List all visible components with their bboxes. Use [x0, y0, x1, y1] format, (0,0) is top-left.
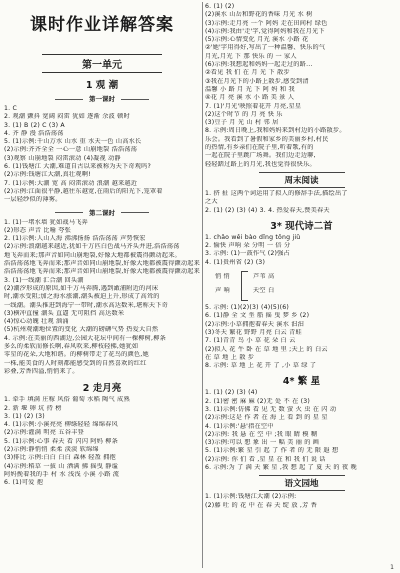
answer-line: 1. (1) (2) (3) (4): [205, 389, 258, 397]
keshi-heading: 第二课时: [4, 208, 200, 217]
answer-line: (3)横冲直撞 潮头 直逼 无可阻挡 高达数米: [4, 309, 125, 317]
answer-line: (2)示例:这是 作 者 在 海 上 看 到 的 星 星: [205, 414, 328, 422]
answer-line: (3)排比 示例:白白 白白 森林 轻盈 拥抱: [4, 454, 116, 462]
poem-word: 芦苇 高: [253, 273, 275, 281]
answer-line: ③我在月光下的小路上散步,感受到清: [205, 77, 309, 85]
answer-line: (5)示例:心情变化 月光 溪水 小路 花: [205, 36, 309, 44]
answer-line: 1. (1)一堵水墙 犹如战马飞奔: [4, 218, 88, 226]
answer-line: ②看见 我 们 在 月 光 下 散步: [205, 69, 290, 77]
answer-line: (3)冬天 繁花 野野 月亮 白云 青蛙: [205, 328, 302, 336]
answer-line: 3. (1)一线潮 汇合潮 回头潮: [4, 276, 84, 284]
answer-line: (4)示例:稻草 一拔 山 洒满 拂 摇曳 静谧: [4, 462, 119, 470]
answer-line: (2)示例: 你 们 看 ,星 星 在 和 我 们 说 话: [205, 455, 326, 463]
answer-line: (2)潮汐形成的原因,如千万马奔腾,遇到澉浦附近的河床: [4, 284, 159, 292]
answer-line: 温馨 小 路 月 光 下 阿 妈 和 我: [205, 85, 295, 93]
answer-block: [4, 105, 200, 205]
answer-line: ②'她'字用得好,写出了一种温馨、快乐的气: [205, 44, 326, 52]
answer-line: 之大: [205, 198, 218, 206]
answer-line: 2. 观潮 颤抖 宽阔 闷雷 犹如 逐渐 余波 顿时: [4, 113, 130, 121]
right-column: [205, 3, 398, 510]
answer-line: 3. (1) B (2) C (3) A: [4, 121, 65, 129]
answer-line: 4. (1)贵州省 (2) (3): [205, 258, 266, 266]
answer-line: (4)示例:我由'走'字,觉得阿妈和我在月光下: [205, 27, 325, 35]
answer-line: (2)示例: 我 悬 在 空 中 ;我 眼 睛 模 糊: [205, 430, 318, 438]
answer-line: (3)示例:走月亮 一个 阿妈 走在田间村 绿色: [205, 19, 328, 27]
page-number: 1: [390, 564, 394, 571]
answer-line: 地飞奔而来;那声音如同山崩地裂,好像大地都被震得颤动起来。: [4, 251, 181, 259]
answer-line: 1. chǎo wěi bào dǐng tǒng jiǔ: [205, 233, 301, 241]
answer-line: 1. 牵手 填满 庄稼 风俗 葡萄 水稻 陶气 成熟: [4, 396, 130, 404]
answer-line: (2)示例:浪潮越来越近,犹如千万匹白色战马齐头并进,浩浩荡荡: [4, 243, 180, 251]
poem-word: 声 响: [215, 287, 230, 295]
answer-block: [205, 304, 398, 370]
answer-line: 在 草 地 上 散 步: [205, 353, 255, 361]
answer-line: ④花 月 亮 溪 水 小 路 美 景 人: [205, 94, 295, 102]
answer-line: (3)示例:可以 想 象 出 一 幅 美 丽 的 画: [205, 439, 320, 447]
answer-line: 乐会。我看到了暑假和家乡的美丽乡村,村民: [205, 135, 329, 143]
answer-line: 彩叠,芳香四溢,悄悄来了。: [4, 367, 79, 375]
answer-line: (3)观察 山崩地裂 闷雷滚动 (4)凝视 动静: [4, 154, 121, 162]
answer-line: (3)豆子 月 光 山 村 邻 居: [205, 119, 279, 127]
answer-line: 2. (1)密 密 麻 麻 (2)无 处 不 在 (3): [205, 397, 310, 405]
poem-brace-diagram: [215, 269, 398, 303]
column-divider: [202, 2, 203, 568]
answer-line: 阿妈挽着我的手 村 水 浅浅 小溪 小路 流: [4, 470, 120, 478]
answer-line: 4. 齐 静 漫 浩浩荡荡: [4, 129, 64, 137]
section-heading: 周末阅读: [205, 172, 398, 188]
answer-line: 7. (1)青青 鸟 小 草 花 朵 白 云: [205, 337, 296, 345]
answer-line: 3. 示例: (1)一鼓作气 (2)强占: [205, 250, 290, 258]
answer-line: (4)惊心动魄 壮观 汹涌: [4, 318, 69, 326]
answer-line: 一线潮。潮头推进到海宁一带时,潮水高达数米,堪称天下奇: [4, 301, 169, 309]
answer-line: (2)这个时节 的 月 亮 快 乐: [205, 110, 283, 118]
answer-line: 一起在院子里跳广场舞。我们边走边聊,: [205, 152, 316, 160]
answer-line: (5)杭州观潮地位置的变化 大潮的磅礴气势 热爱大自然: [4, 326, 159, 334]
left-column: [4, 0, 200, 487]
answer-line: 5. (1)示例:心事 春天 看 闪闪 阿妈 柳条: [4, 437, 118, 445]
answer-block: [205, 190, 398, 215]
answer-block: [4, 219, 200, 377]
answer-line: (2)示例:小草拥抱着春天 溪水 汩汩: [205, 320, 305, 328]
answer-line: 浩浩荡荡地飞奔而来;那声音如同山崩地裂,好像大地都被震得颤动起来: [4, 260, 200, 268]
answer-line: 的热情,有乡亲们在院子里,听着歌,有的: [205, 144, 314, 152]
answer-line: (2)示例:江面很平静,越往东越宽,在雨后的阳光下,笼罩着: [4, 187, 163, 195]
answer-line: (2)拟人 花 牛 卧 在 草 地 里 ;天上 的 白云: [205, 345, 328, 353]
answer-line: 6. (1)钱塘江 大潮,难道自古以来被称为天下奇观吗?: [4, 163, 152, 171]
answer-line: 5. (1)示例:千山万水 山水 重 水天一色 山高水长: [4, 138, 142, 146]
answer-line: (2)形态 声音 比喻 夸张: [4, 226, 71, 234]
answer-line: (2)藤 吐 的 花 中 在 春 天 绽 放 ,芳 香: [205, 501, 318, 509]
answer-line: 时,潮水受阻;加之海水涨潮,潮头被迫上升,形成了高耸的: [4, 293, 160, 301]
answer-line: 一层轻纱似的薄雾。: [4, 196, 62, 204]
page-title: 课时作业详解答案: [30, 15, 174, 35]
answer-line: 2. 愉快 声响 朵 分明 一 倍 分: [205, 242, 291, 250]
answer-line: 月光,月光 下 那 快乐 的 一 家人: [205, 52, 297, 60]
answer-line: 3. (1)示例:仿佛 看 见 无 数 萤 火 虫 在 闪 动: [205, 405, 337, 413]
answer-line: 8. 示例: 草 地 上 花 开 了 ,小 草 绿 了: [205, 362, 317, 370]
answer-line: 6. (1) (2): [205, 3, 235, 10]
answer-line: 2. (1) (2) (3) (4) 3. 4. 热爱春天,赞美春天: [205, 206, 330, 214]
answer-line: 4. 示例:在美丽的西湖边,公园大花坛中间有一棵柳树,柳条: [4, 334, 166, 342]
answer-line: 7. (1)'月光'映照着花开 月亮,星星: [205, 102, 302, 110]
unit-heading: 第一单元: [42, 54, 162, 73]
answer-line: 6. 示例:为 了 满 天 繁 星 ,我 想 起 了 夏 天 的 夜 晚: [205, 464, 357, 472]
answer-line: (2)示例:静悄悄 柔柔 淡淡 软绵绵: [4, 445, 99, 453]
answer-block: [205, 389, 398, 472]
answer-line: 7. (1)示例:大潮 宽 高 闷雷滚动 浪潮 越来越近: [4, 179, 138, 187]
answer-line: 4. (1)示例:小溪亮亮 柳绦轻轻 绵绵春风: [4, 421, 118, 429]
lesson-title: 1 观 潮: [85, 80, 119, 91]
answer-line: 1. (1)示例:钱塘江大潮 (2)示例:: [205, 493, 297, 501]
poem-word: 天空 白: [253, 287, 275, 295]
answer-block: [4, 396, 200, 487]
answer-line: (2)示例:齐齐全全 一心一意 山崩地裂 浩浩荡荡: [4, 146, 138, 154]
answer-line: 2. (1)示例:人山人海 沸沸扬扬 浩浩荡荡 声势恢宏: [4, 235, 146, 243]
lesson-title: 3* 现代诗二首: [270, 220, 333, 232]
answer-line: 5. (1)示例:繁 星 引 起 了 作 者 的 无 限 遐 想: [205, 447, 339, 455]
answer-line: 一株,能美食的人时刻都能感受到的自然喜欢的红红: [4, 359, 147, 367]
answer-line: (2)示例:钱塘江大潮,真壮观啊!: [4, 171, 91, 179]
poem-word: 悄 悄: [215, 273, 230, 281]
answer-line: 浩浩荡荡地飞奔而来;那声音如同山崩地裂,好像大地都被震得颤动起来: [4, 268, 200, 276]
answer-line: 多么的柔软而修长啊,春风吹来,柳枝轻拂,她犹如: [4, 343, 139, 351]
section-heading: 语文园地: [205, 475, 398, 491]
answer-line: (6)示例:我想起和妈妈一起走过的路...: [205, 61, 313, 69]
answer-line: 6. (1)静 全 文 坐 船 摇 曳 梦 乡 (2): [205, 312, 310, 320]
answer-line: 8. 示例:周日晚上,我和妈妈来到村边的小路散步。: [205, 127, 346, 135]
answer-block: [205, 234, 398, 267]
answer-line: 6. (1)可爱 抱: [4, 479, 44, 487]
answer-line: 3. (1) (2) (3): [4, 412, 45, 420]
answer-line: 2. 新 堰 卵 坑 持 榜: [4, 404, 62, 412]
answer-line: 1. 挤 扯 这两个词运用了拟人的修辞手法,描绘出了: [205, 189, 348, 197]
answer-line: 1. C: [4, 105, 17, 112]
brace-line: [241, 271, 248, 301]
keshi-heading: 第一课时: [4, 94, 200, 103]
answer-line: 4. (1)示例:'悬'指在空中: [205, 422, 274, 430]
answer-line: (2)溪水 山岳和野花的香味 月光 水 树: [205, 11, 313, 19]
lesson-title: 2 走月亮: [82, 383, 122, 395]
lesson-title: 4* 繁 星: [282, 376, 321, 388]
answer-line: 5. 示例: (1)(2)(3) (4)(5)(6): [205, 304, 290, 312]
answer-line: 零星的花朵,大地和谐。的柳树带走了花鸟的颜色,她: [4, 351, 149, 359]
answer-line: 轻轻踏过路上的月光,我也觉得很快乐。: [205, 160, 316, 168]
answer-block: [205, 3, 398, 169]
answer-line: (2)示例:灌满 明亮 五谷丰登: [4, 429, 84, 437]
answer-block: [205, 493, 398, 510]
